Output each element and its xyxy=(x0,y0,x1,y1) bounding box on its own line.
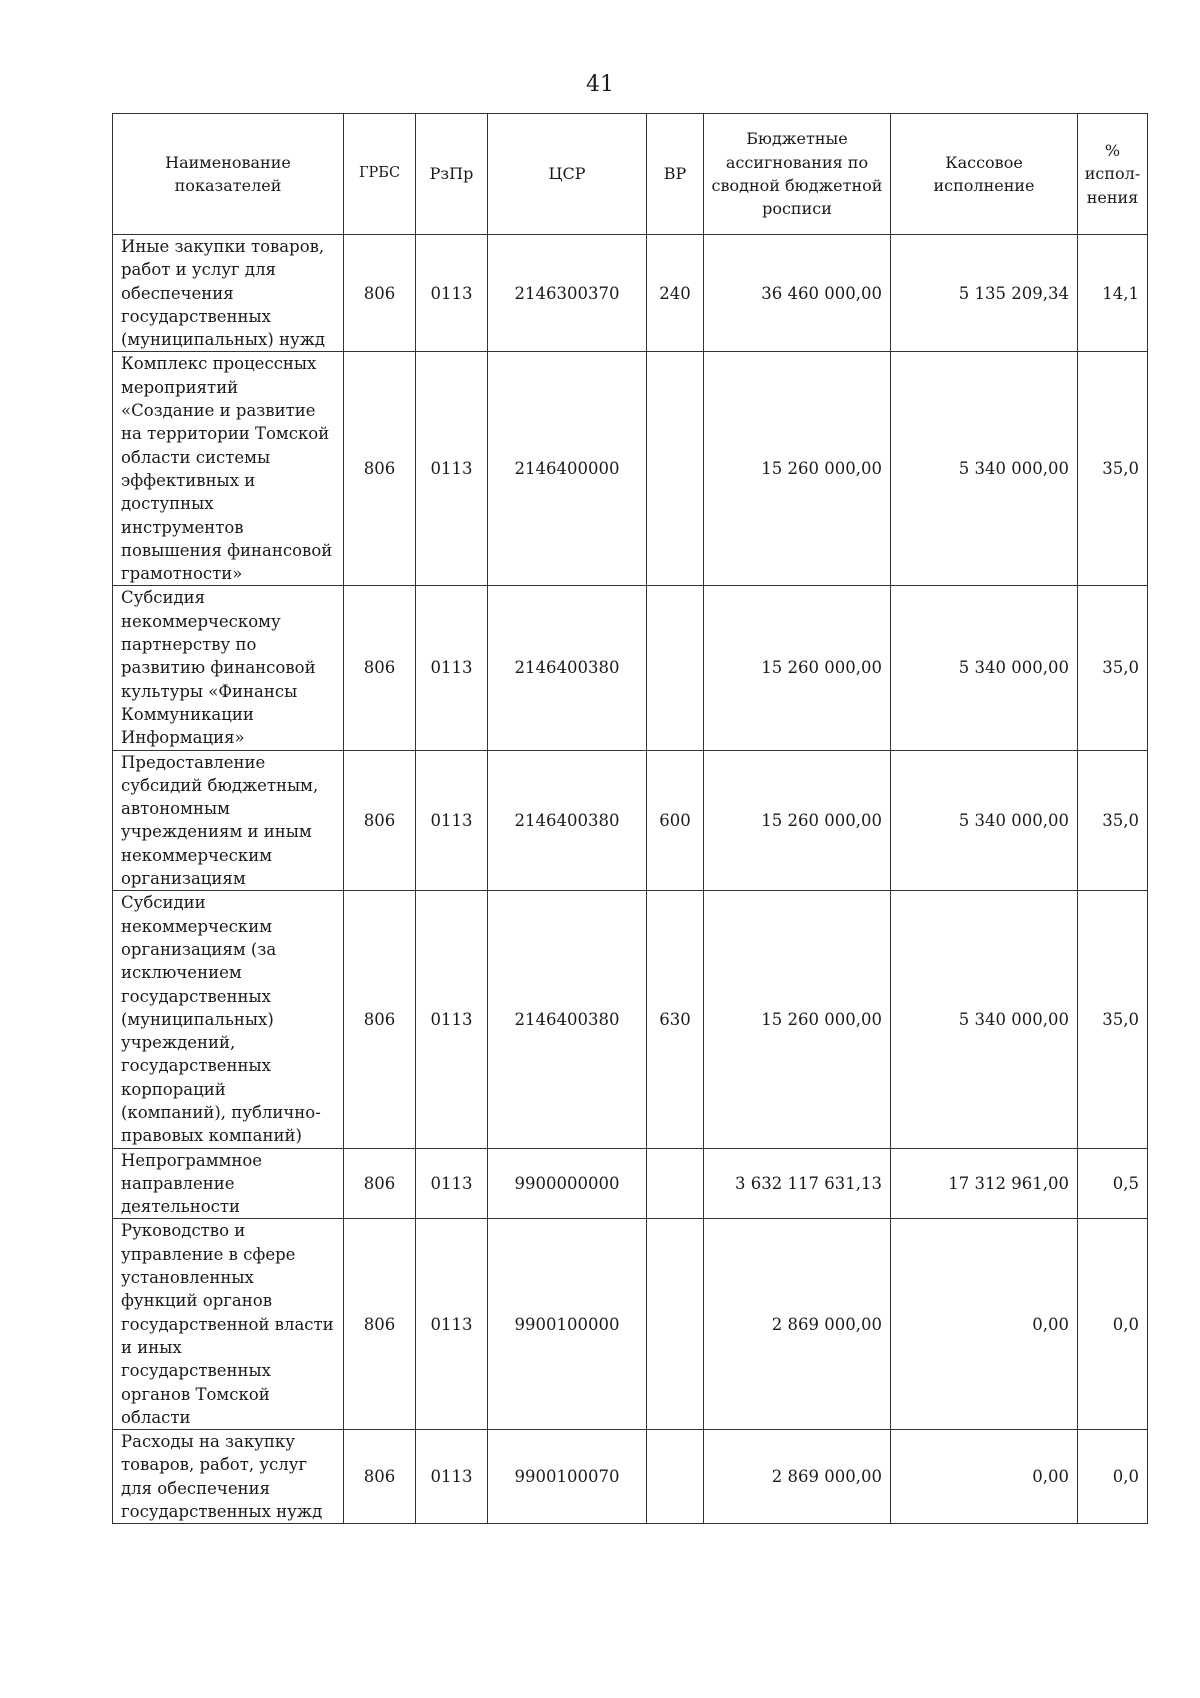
page-number: 41 xyxy=(586,72,614,97)
row-rzpr: 0113 xyxy=(416,352,488,586)
header-rzpr: РзПр xyxy=(416,114,488,235)
row-name: Субсидия некоммерческому партнерству по развитию финансовой культуры «Финансы Коммуникации Информация» xyxy=(113,586,344,750)
row-grbs: 806 xyxy=(344,586,416,750)
row-percent: 35,0 xyxy=(1078,891,1148,1148)
row-csr: 2146400380 xyxy=(488,891,647,1148)
row-percent: 35,0 xyxy=(1078,352,1148,586)
row-name: Руководство и управление в сфере установленных функций органов государственной власти и иных государственных органов Томской области xyxy=(113,1219,344,1430)
row-grbs: 806 xyxy=(344,235,416,352)
row-rzpr: 0113 xyxy=(416,750,488,891)
row-csr: 2146400380 xyxy=(488,586,647,750)
row-percent: 0,5 xyxy=(1078,1148,1148,1219)
row-allocations: 15 260 000,00 xyxy=(704,352,891,586)
row-csr: 2146400000 xyxy=(488,352,647,586)
row-execution: 5 340 000,00 xyxy=(891,352,1078,586)
row-allocations: 15 260 000,00 xyxy=(704,586,891,750)
row-name: Предоставление субсидий бюджетным, автономным учреждениям и иным некоммерческим организациям xyxy=(113,750,344,891)
row-vr: 600 xyxy=(647,750,704,891)
row-name: Комплекс процессных мероприятий «Создание и развитие на территории Томской области системы эффективных и доступных инструментов повышения финансовой грамотности» xyxy=(113,352,344,586)
row-csr: 2146400380 xyxy=(488,750,647,891)
row-vr xyxy=(647,586,704,750)
row-percent: 14,1 xyxy=(1078,235,1148,352)
row-allocations: 36 460 000,00 xyxy=(704,235,891,352)
table-row xyxy=(113,586,1148,750)
table-row xyxy=(113,352,1148,586)
row-grbs: 806 xyxy=(344,1430,416,1524)
table-header-row xyxy=(113,114,1148,235)
row-name: Непрограммное направление деятельности xyxy=(113,1148,344,1219)
table-row xyxy=(113,891,1148,1148)
row-rzpr: 0113 xyxy=(416,586,488,750)
row-vr xyxy=(647,1219,704,1430)
row-name: Иные закупки товаров, работ и услуг для обеспечения государственных (муниципальных) нужд xyxy=(113,235,344,352)
budget-execution-table xyxy=(112,113,1148,1524)
header-csr: ЦСР xyxy=(488,114,647,235)
header-grbs: ГРБС xyxy=(344,114,416,235)
row-execution: 17 312 961,00 xyxy=(891,1148,1078,1219)
table-row xyxy=(113,1219,1148,1430)
row-grbs: 806 xyxy=(344,750,416,891)
row-grbs: 806 xyxy=(344,891,416,1148)
row-allocations: 15 260 000,00 xyxy=(704,750,891,891)
row-grbs: 806 xyxy=(344,1219,416,1430)
row-rzpr: 0113 xyxy=(416,891,488,1148)
table-row xyxy=(113,1148,1148,1219)
row-name: Расходы на закупку товаров, работ, услуг для обеспечения государственных нужд xyxy=(113,1430,344,1524)
row-rzpr: 0113 xyxy=(416,1430,488,1524)
row-csr: 2146300370 xyxy=(488,235,647,352)
header-indicator-name: Наименование показателей xyxy=(113,114,344,235)
header-execution-percent: % испол-нения xyxy=(1078,114,1148,235)
table-row xyxy=(113,750,1148,891)
row-vr: 240 xyxy=(647,235,704,352)
row-grbs: 806 xyxy=(344,352,416,586)
row-rzpr: 0113 xyxy=(416,235,488,352)
row-execution: 5 340 000,00 xyxy=(891,750,1078,891)
table-row xyxy=(113,1430,1148,1524)
header-vr: ВР xyxy=(647,114,704,235)
row-percent: 35,0 xyxy=(1078,586,1148,750)
row-rzpr: 0113 xyxy=(416,1148,488,1219)
row-execution: 0,00 xyxy=(891,1430,1078,1524)
row-execution: 5 135 209,34 xyxy=(891,235,1078,352)
row-execution: 0,00 xyxy=(891,1219,1078,1430)
row-vr xyxy=(647,352,704,586)
row-allocations: 2 869 000,00 xyxy=(704,1430,891,1524)
row-rzpr: 0113 xyxy=(416,1219,488,1430)
row-percent: 0,0 xyxy=(1078,1219,1148,1430)
row-percent: 35,0 xyxy=(1078,750,1148,891)
row-csr: 9900100000 xyxy=(488,1219,647,1430)
row-csr: 9900100070 xyxy=(488,1430,647,1524)
table-row xyxy=(113,235,1148,352)
row-allocations: 15 260 000,00 xyxy=(704,891,891,1148)
row-allocations: 2 869 000,00 xyxy=(704,1219,891,1430)
row-vr: 630 xyxy=(647,891,704,1148)
row-name: Субсидии некоммерческим организациям (за исключением государственных (муниципальных) учреждений, государственных корпораций (компаний), публично-правовых компаний) xyxy=(113,891,344,1148)
row-grbs: 806 xyxy=(344,1148,416,1219)
row-percent: 0,0 xyxy=(1078,1430,1148,1524)
row-vr xyxy=(647,1148,704,1219)
header-budget-allocations: Бюджетные ассигнования по сводной бюджетной росписи xyxy=(704,114,891,235)
row-allocations: 3 632 117 631,13 xyxy=(704,1148,891,1219)
row-execution: 5 340 000,00 xyxy=(891,586,1078,750)
row-execution: 5 340 000,00 xyxy=(891,891,1078,1148)
header-cash-execution: Кассовое исполнение xyxy=(891,114,1078,235)
row-vr xyxy=(647,1430,704,1524)
row-csr: 9900000000 xyxy=(488,1148,647,1219)
